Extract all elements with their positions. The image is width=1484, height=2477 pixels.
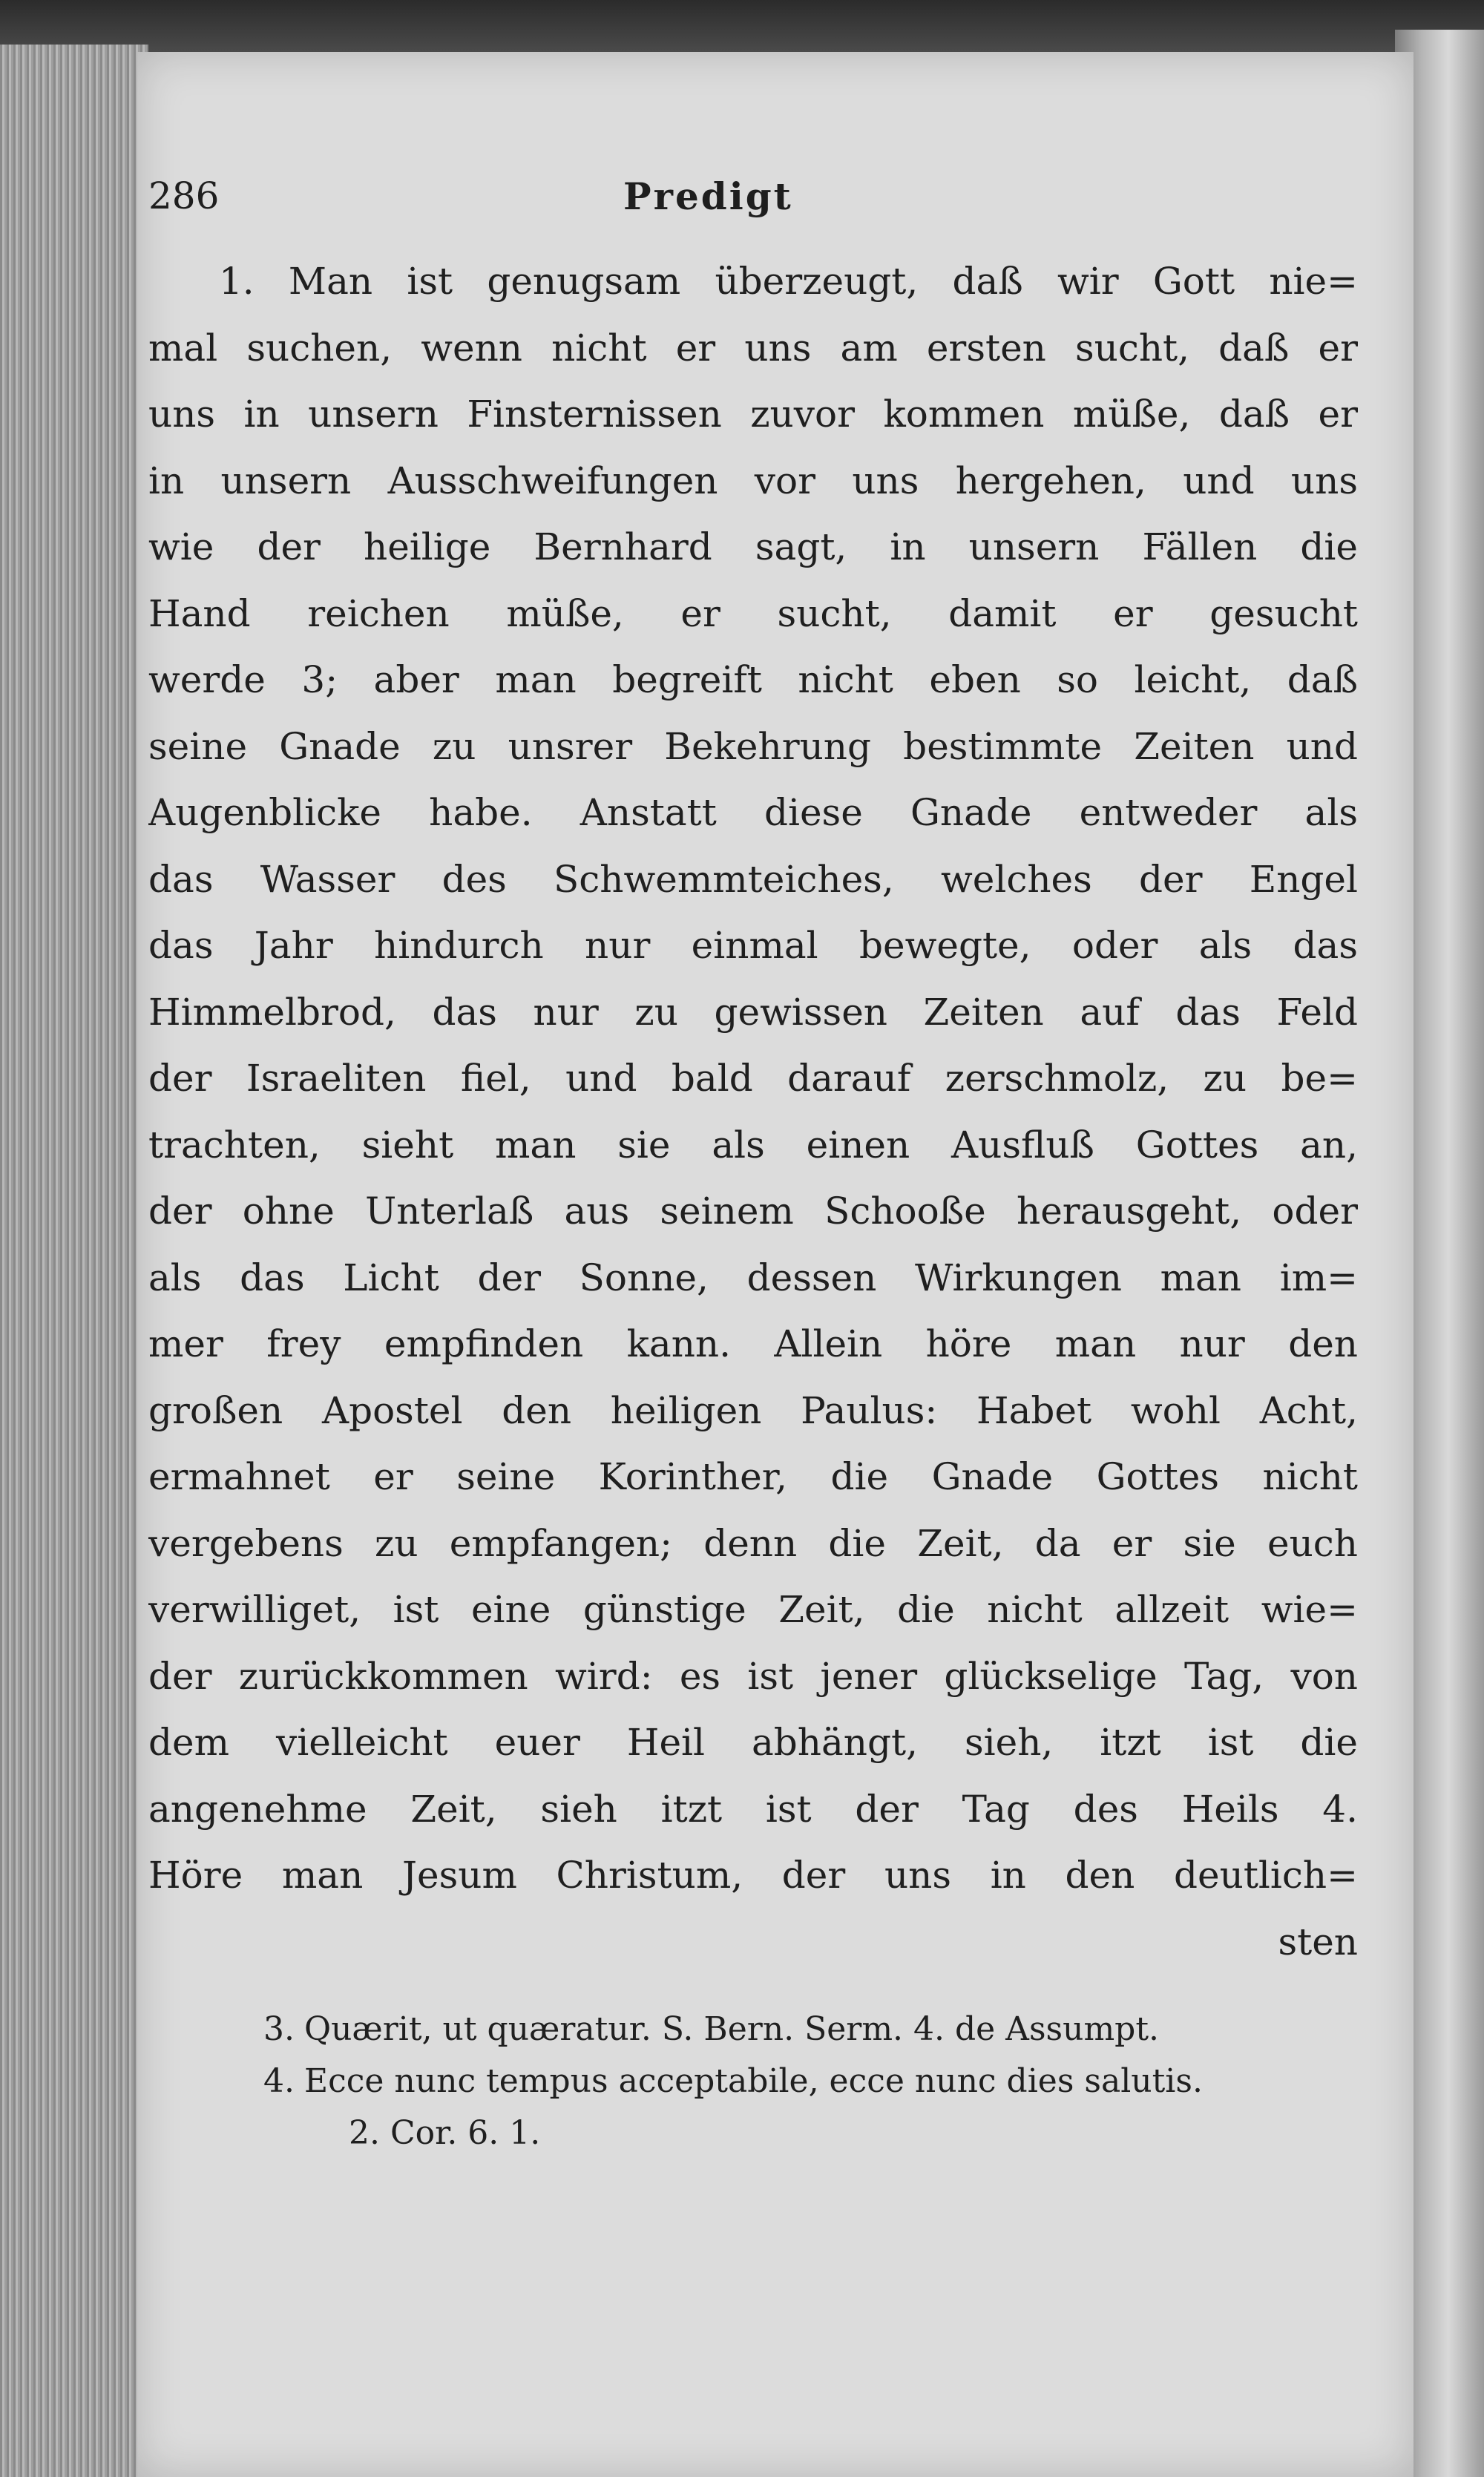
scan-top-edge (0, 0, 1484, 52)
footnote-3 (263, 2004, 1354, 2056)
text-line: werde 3; aber man begreift nicht eben so leicht, daß (148, 658, 1358, 701)
text-line: das Wasser des Schwemmteiches, welches der Engel (148, 857, 1358, 901)
book-page-stack-left (0, 45, 148, 2477)
text-line: Augenblicke habe. Anstatt diese Gnade entweder als (148, 791, 1358, 834)
text-line: als das Licht der Sonne, dessen Wirkungen man im= (148, 1256, 1358, 1299)
footnote-text: Quærit, ut quæratur. S. Bern. Serm. 4. de Assumpt. (304, 2010, 1160, 2048)
text-line: Himmelbrod, das nur zu gewissen Zeiten auf das Feld (148, 990, 1358, 1034)
text-line: Hand reichen müße, er sucht, damit er gesucht (148, 591, 1358, 635)
body-text (148, 249, 1358, 1975)
text-line: 1. Man ist genugsam überzeugt, daß wir Gott nie= (219, 260, 1358, 303)
page-header (148, 174, 1143, 234)
text-line: der zurückkommen wird: es ist jener glückselige Tag, von (148, 1654, 1358, 1698)
text-line: in unsern Ausschweifungen vor uns hergehen, und uns (148, 459, 1358, 502)
footnote-4 (263, 2056, 1354, 2107)
footnote-marker: 4. (263, 2062, 295, 2100)
running-head: Predigt (623, 174, 793, 218)
text-line: dem vielleicht euer Heil abhängt, sieh, itzt ist die (148, 1721, 1358, 1764)
footnote-4-continuation: 2. Cor. 6. 1. (349, 2114, 541, 2152)
page-number: 286 (148, 174, 220, 217)
text-line: vergebens zu empfangen; denn die Zeit, da er sie euch (148, 1521, 1358, 1565)
catchword: sten (1278, 1920, 1358, 1963)
text-line: Höre man Jesum Christum, der uns in den deutlich= (148, 1854, 1358, 1897)
text-line: ermahnet er seine Korinther, die Gnade Gottes nicht (148, 1455, 1358, 1498)
text-line: verwilliget, ist eine günstige Zeit, die nicht allzeit wie= (148, 1588, 1358, 1631)
text-line: der ohne Unterlaß aus seinem Schooße herausgeht, oder (148, 1190, 1358, 1233)
text-line: seine Gnade zu unsrer Bekehrung bestimmte Zeiten und (148, 724, 1358, 768)
text-line: mer frey empfinden kann. Allein höre man nur den (148, 1322, 1358, 1365)
footnote-text: Ecce nunc tempus acceptabile, ecce nunc dies salutis. (304, 2062, 1203, 2100)
text-line: mal suchen, wenn nicht er uns am ersten sucht, daß er (148, 326, 1358, 370)
footnote-marker: 3. (263, 2010, 295, 2048)
text-line: das Jahr hindurch nur einmal bewegte, oder als das (148, 924, 1358, 967)
text-line: der Israeliten fiel, und bald darauf zerschmolz, zu be= (148, 1057, 1358, 1100)
text-line: großen Apostel den heiligen Paulus: Habet wohl Acht, (148, 1388, 1358, 1432)
text-line: wie der heilige Bernhard sagt, in unsern Fällen die (148, 525, 1358, 568)
text-line: uns in unsern Finsternissen zuvor kommen müße, daß er (148, 393, 1358, 436)
text-line: trachten, sieht man sie als einen Ausfluß Gottes an, (148, 1123, 1358, 1167)
footnotes (263, 2004, 1354, 2159)
text-line: angenehme Zeit, sieh itzt ist der Tag des Heils 4. (148, 1787, 1358, 1831)
